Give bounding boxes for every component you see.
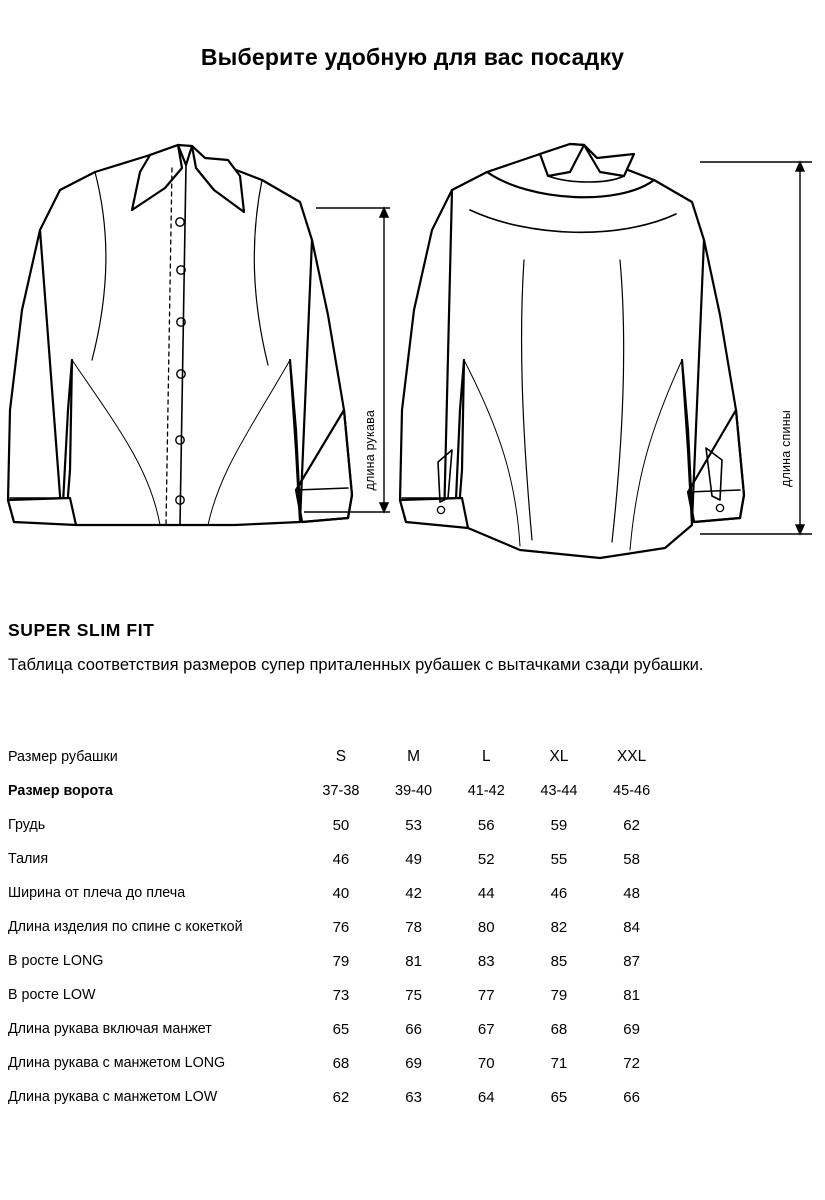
row-value: 68 xyxy=(332,1054,350,1072)
row-label: В росте LOW xyxy=(8,987,96,1003)
row-value: 63 xyxy=(405,1088,422,1106)
row-value: 76 xyxy=(332,918,350,936)
table-row xyxy=(8,978,668,1012)
row-value: 45-46 xyxy=(613,783,651,799)
row-value: 62 xyxy=(332,1088,350,1106)
row-value: 64 xyxy=(477,1088,495,1106)
row-value: 79 xyxy=(332,952,350,970)
row-value: 84 xyxy=(623,918,640,936)
row-value: 85 xyxy=(550,952,568,970)
row-value: 81 xyxy=(405,952,422,970)
row-label: Ширина от плеча до плеча xyxy=(8,885,186,901)
table-header-cell: M xyxy=(407,748,421,765)
front-shirt-technical-drawing xyxy=(8,145,352,525)
shirt-illustrations xyxy=(0,110,825,580)
size-table xyxy=(8,740,668,1114)
row-value: 72 xyxy=(623,1054,640,1072)
row-value: 59 xyxy=(550,816,568,834)
table-row xyxy=(8,1046,668,1080)
table-row xyxy=(8,876,668,910)
table-row xyxy=(8,842,668,876)
row-value: 39-40 xyxy=(395,783,433,799)
row-label: Длина рукава с манжетом LOW xyxy=(8,1089,218,1105)
back-shirt-technical-drawing xyxy=(400,144,744,558)
row-label: Длина рукава включая манжет xyxy=(8,1021,212,1037)
row-value: 79 xyxy=(550,986,568,1004)
table-row xyxy=(8,808,668,842)
row-value: 70 xyxy=(477,1054,495,1072)
row-value: 65 xyxy=(550,1088,568,1106)
row-value: 66 xyxy=(405,1020,422,1038)
row-label: Длина рукава с манжетом LONG xyxy=(8,1055,226,1071)
row-value: 50 xyxy=(332,816,350,834)
row-value: 40 xyxy=(332,884,350,902)
row-label: В росте LONG xyxy=(8,953,104,969)
row-value: 44 xyxy=(477,884,495,902)
shirt-diagram-svg xyxy=(0,110,825,580)
row-value: 43-44 xyxy=(540,783,578,799)
table-header-cell: Размер рубашки xyxy=(8,749,118,765)
fit-heading: SUPER SLIM FIT xyxy=(8,620,155,640)
row-value: 41-42 xyxy=(467,783,505,799)
row-value: 73 xyxy=(332,986,350,1004)
table-header-cell: L xyxy=(481,748,491,765)
row-label: Талия xyxy=(8,851,49,867)
table-header-cell: S xyxy=(335,748,347,765)
table-row xyxy=(8,1080,668,1114)
row-value: 68 xyxy=(550,1020,568,1038)
row-value: 78 xyxy=(405,918,422,936)
table-row xyxy=(8,774,668,808)
row-label: Размер ворота xyxy=(8,783,113,799)
row-value: 66 xyxy=(623,1088,640,1106)
row-value: 52 xyxy=(477,850,495,868)
row-value: 42 xyxy=(405,884,422,902)
row-value: 69 xyxy=(405,1054,422,1072)
sleeve-length-label: длина рукава xyxy=(363,410,377,491)
row-value: 69 xyxy=(623,1020,640,1038)
row-value: 46 xyxy=(550,884,568,902)
fit-description: Таблица соответствия размеров супер приталенных рубашек с вытачками сзади рубашки. xyxy=(8,656,704,674)
row-value: 67 xyxy=(477,1020,495,1038)
table-row xyxy=(8,910,668,944)
row-label: Длина изделия по спине с кокеткой xyxy=(8,919,243,935)
row-value: 82 xyxy=(550,918,568,936)
row-value: 53 xyxy=(405,816,422,834)
row-value: 65 xyxy=(332,1020,350,1038)
table-row xyxy=(8,1012,668,1046)
row-value: 83 xyxy=(477,952,495,970)
row-value: 48 xyxy=(623,884,640,902)
row-value: 75 xyxy=(405,986,422,1004)
back-length-label: длина спины xyxy=(779,410,793,487)
row-value: 81 xyxy=(623,986,640,1004)
table-header-cell: XXL xyxy=(616,748,647,765)
row-value: 87 xyxy=(623,952,640,970)
row-value: 77 xyxy=(477,986,495,1004)
row-value: 37-38 xyxy=(322,783,360,799)
table-row xyxy=(8,944,668,978)
row-label: Грудь xyxy=(8,817,46,833)
row-value: 46 xyxy=(332,850,350,868)
row-value: 71 xyxy=(550,1054,568,1072)
row-value: 56 xyxy=(477,816,495,834)
row-value: 80 xyxy=(477,918,495,936)
row-value: 58 xyxy=(623,850,640,868)
row-value: 55 xyxy=(550,850,568,868)
table-header-row xyxy=(8,740,668,774)
row-value: 62 xyxy=(623,816,640,834)
page-title: Выберите удобную для вас посадку xyxy=(200,44,625,70)
table-header-cell: XL xyxy=(549,748,569,765)
row-value: 49 xyxy=(405,850,422,868)
